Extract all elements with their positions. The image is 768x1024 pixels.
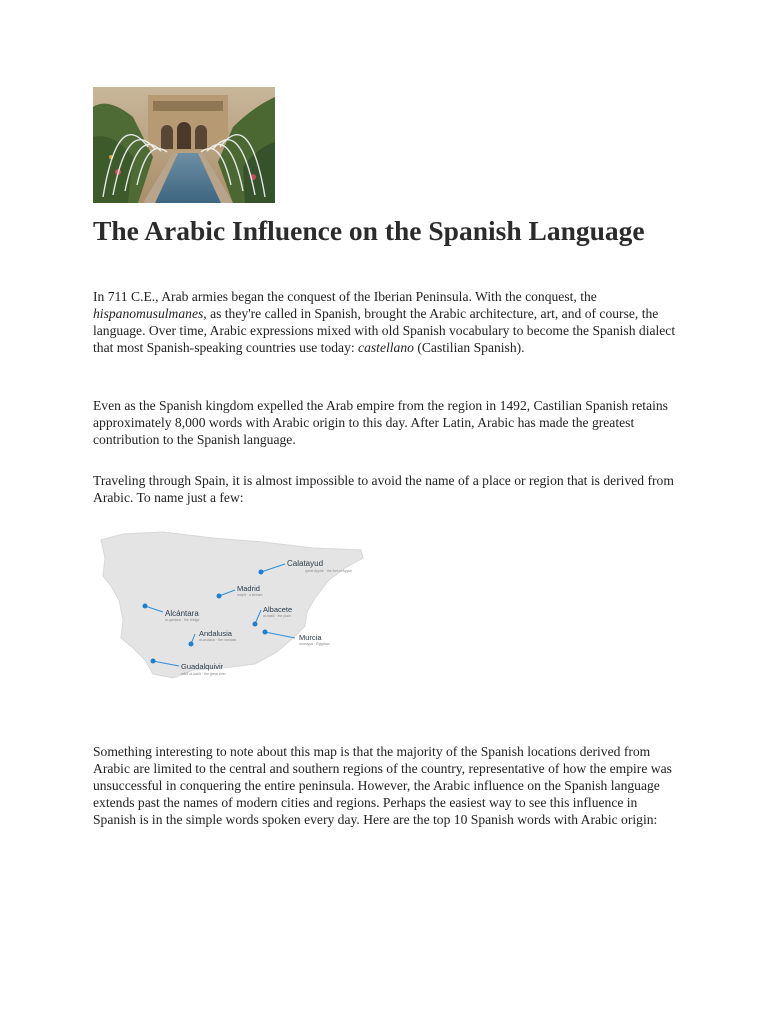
page-title: The Arabic Influence on the Spanish Language [93,215,645,246]
spain-outline [101,532,363,678]
paragraph-intro-text-3: (Castilian Spanish). [413,340,525,355]
alhambra-garden-photo [93,87,275,203]
map-label-andalusia: Andalusia [199,629,232,638]
map-note-madrid: majrīṭ · a stream [237,593,263,597]
paragraph-intro-text-2: , as they're called in Spanish, brought the Arabic architecture, art, and of course, the language. Over time, Arabic expressions mixed with old Spanish vocabulary to become the Spanish dialect that most Spanish-speaking countries use today: [93,306,676,355]
map-label-madrid: Madrid [237,584,260,593]
paragraph-intro [93,288,683,356]
paragraph-1492: Even as the Spanish kingdom expelled the Arab empire from the region in 1492, Castilian Spanish retains approximately 8,000 words with Arabic origin to this day. After Latin, Arabic has made the greatest contribution to the Spanish language. [93,398,668,447]
paragraph-intro-text-1: In 711 C.E., Arab armies began the conquest of the Iberian Peninsula. With the conquest, the [93,289,597,304]
map-label-calatayud: Calatayud [287,559,324,568]
spain-place-names-map [93,528,393,680]
term-castellano: castellano [358,340,414,355]
map-label-alcantara: Alcántara [165,609,199,618]
term-hispanomusulmanes: hispanomusulmanes [93,306,204,321]
map-note-murcia: mursiyya · Egyptian [299,642,330,646]
map-note-albacete: al-basīṭ · the plain [263,614,291,618]
map-note-andalusia: al-andalus · the vandals [199,638,237,642]
map-note-alcantara: al-qanṭara · the bridge [165,618,200,622]
map-note-guadalquivir: wādī al-kabīr · the great river [181,672,226,676]
map-note-calatayud: qal'at Ayyūb · the fort of Ayyub [305,569,353,573]
paragraph-place-names: Traveling through Spain, it is almost impossible to avoid the name of a place or region that is derived from Arabic. To name just a few: [93,473,674,505]
map-label-guadalquivir: Guadalquivir [181,662,224,671]
paragraph-map-observation: Something interesting to note about this map is that the majority of the Spanish locations derived from Arabic are limited to the central and southern regions of the country, representative of how the empire was unsuccessful in conquering the entire peninsula. However, the Arabic influence on the Spanish language extends past the names of modern cities and regions. Perhaps the easiest way to see this influence in Spanish is in the simple words spoken every day. Here are the top 10 Spanish words with Arabic origin: [93,744,672,827]
map-label-albacete: Albacete [263,605,293,614]
map-label-murcia: Murcia [299,633,322,642]
